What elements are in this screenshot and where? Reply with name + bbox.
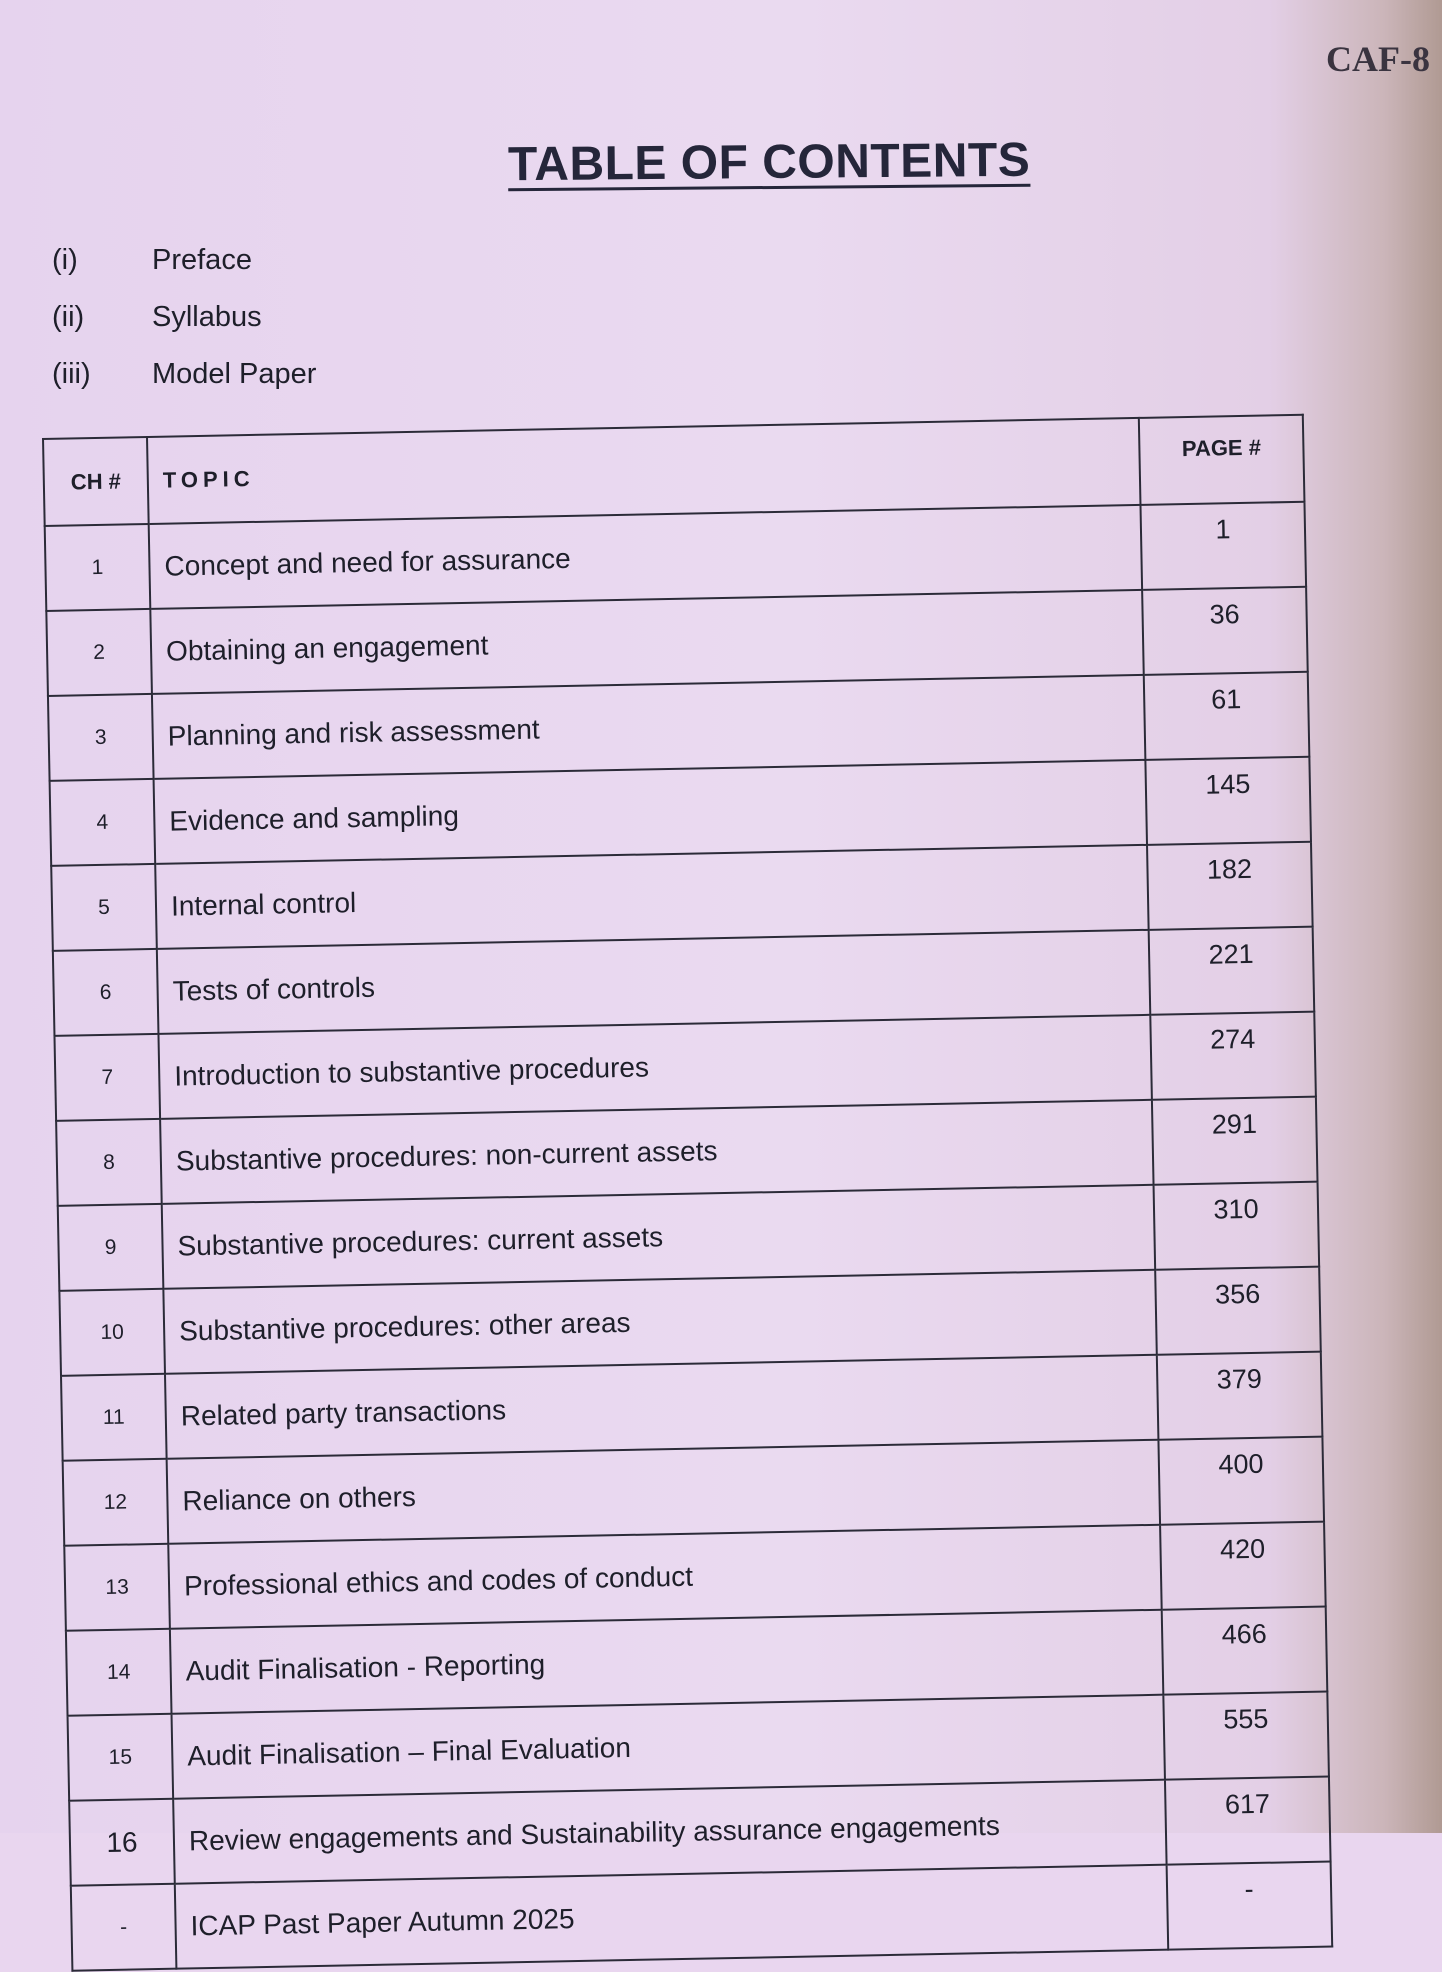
page-number: 61 [1144,672,1310,760]
chapter-number: 16 [69,1799,175,1886]
paper-code: CAF-8 [1326,39,1430,79]
prelim-item-syllabus [52,289,316,346]
contents-table [42,414,1333,1972]
chapter-number: 14 [66,1629,172,1716]
chapter-number: 10 [59,1289,165,1376]
prelim-number: (ii) [52,301,85,333]
prelim-number: (iii) [52,358,91,390]
chapter-topic: Substantive procedures: current assets [162,1185,1155,1289]
chapter-number: 5 [51,864,157,951]
chapter-number: 11 [61,1374,167,1461]
prelim-label: Syllabus [152,301,262,333]
chapter-topic: Audit Finalisation – Final Evaluation [172,1695,1165,1799]
chapter-topic: Substantive procedures: other areas [163,1270,1156,1374]
page-number: 291 [1152,1097,1318,1185]
prelim-item-preface [52,232,316,289]
header-topic: TOPIC [147,418,1140,524]
chapter-topic: Obtaining an engagement [150,590,1143,694]
page-number: 36 [1142,587,1308,675]
chapter-number: 7 [54,1034,160,1121]
chapter-number: 13 [64,1544,170,1631]
chapter-number: 2 [46,609,152,696]
chapter-number: 6 [53,949,159,1036]
chapter-topic: Substantive procedures: non-current assets [160,1100,1153,1204]
header-page: PAGE # [1139,415,1305,505]
chapter-topic: Internal control [155,845,1148,949]
prelim-item-model-paper [52,346,316,403]
page-number: 466 [1162,1607,1328,1695]
page-number: 617 [1165,1777,1331,1865]
page-number: 400 [1158,1437,1324,1525]
chapter-number: - [71,1884,177,1971]
chapter-number: 3 [48,694,154,781]
page-number: 274 [1150,1012,1316,1100]
page-title: TABLE OF CONTENTS [507,133,1031,192]
prelim-label: Preface [152,244,252,276]
page-number: 182 [1147,842,1313,930]
chapter-topic: Concept and need for assurance [149,505,1142,609]
chapter-topic: Planning and risk assessment [152,675,1145,779]
page-number: 145 [1145,757,1311,845]
page-number: 356 [1155,1267,1321,1355]
header-chapter: CH # [43,437,149,526]
page-number: 1 [1140,502,1306,590]
page-number: 221 [1149,927,1315,1015]
chapter-topic: Evidence and sampling [154,760,1147,864]
chapter-topic: Introduction to substantive procedures [158,1015,1151,1119]
chapter-topic: Audit Finalisation - Reporting [170,1610,1163,1714]
chapter-number: 8 [56,1119,162,1206]
prelim-label: Model Paper [152,358,317,390]
chapter-number: 9 [58,1204,164,1291]
page-number: - [1167,1862,1333,1950]
chapter-topic: Tests of controls [157,930,1150,1034]
chapter-topic: ICAP Past Paper Autumn 2025 [175,1865,1168,1969]
prelim-number: (i) [52,244,78,276]
page-number: 420 [1160,1522,1326,1610]
page-number: 379 [1157,1352,1323,1440]
chapter-topic: Reliance on others [167,1440,1160,1544]
chapter-number: 15 [68,1714,174,1801]
chapter-number: 1 [45,524,151,611]
chapter-topic: Review engagements and Sustainability assurance engagements [173,1780,1166,1884]
chapter-topic: Related party transactions [165,1355,1158,1459]
chapter-number: 12 [63,1459,169,1546]
chapter-topic: Professional ethics and codes of conduct [168,1525,1161,1629]
preliminaries-list [52,232,316,403]
page-number: 555 [1163,1692,1329,1780]
page-number: 310 [1154,1182,1320,1270]
chapter-number: 4 [50,779,156,866]
